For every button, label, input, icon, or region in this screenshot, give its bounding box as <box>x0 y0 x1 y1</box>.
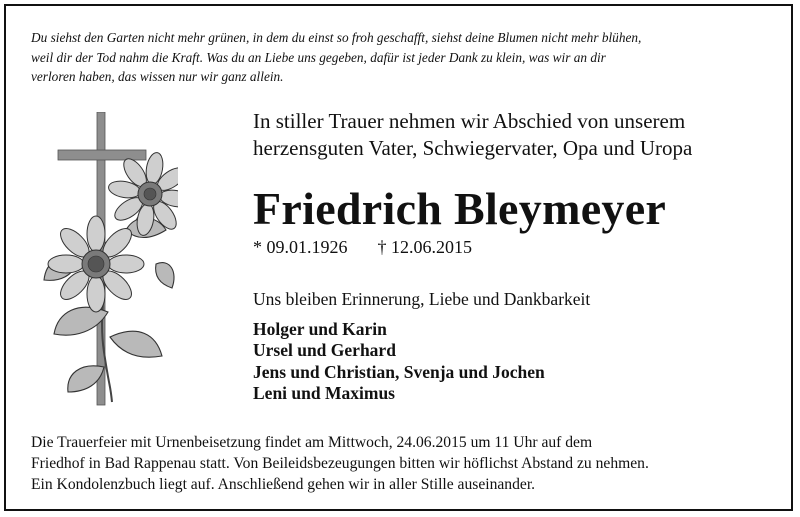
mourner: Ursel und Gerhard <box>253 340 396 361</box>
mourner: Holger und Karin <box>253 319 387 339</box>
notice-line: Die Trauerfeier mit Urnenbeisetzung findet am Mittwoch, 24.06.2015 um 11 Uhr auf dem <box>31 434 593 451</box>
poem-line: Du siehst den Garten nicht mehr grünen, in dem du einst so froh geschafft, siehst deine Blumen nicht mehr blühen, <box>31 30 642 45</box>
mourner: Leni und Maximus <box>253 382 395 403</box>
mourners-list <box>253 319 545 404</box>
poem <box>31 28 776 87</box>
cross-with-sunflowers-icon <box>38 112 178 408</box>
notice-line: Friedhof in Bad Rappenau statt. Von Beileidsbezeugungen bitten wir höflichst Abstand zu nehmen. <box>31 455 649 472</box>
notice-line: Ein Kondolenzbuch liegt auf. Anschließend gehen wir in aller Stille auseinander. <box>31 476 536 493</box>
mourner: Jens und Christian, Svenja und Jochen <box>253 361 545 382</box>
death-date: † 12.06.2015 <box>377 237 472 257</box>
memory-line: Uns bleiben Erinnerung, Liebe und Dankbarkeit <box>253 289 591 309</box>
funeral-notice <box>31 432 776 495</box>
deceased-name: Friedrich Bleymeyer <box>253 183 667 234</box>
birth-date: * 09.01.1926 <box>253 237 348 257</box>
poem-line: weil dir der Tod nahm die Kraft. Was du an Liebe uns gegeben, dafür ist jeder Dank zu klein, was wir an dir <box>31 49 606 65</box>
intro-line: In stiller Trauer nehmen wir Abschied von unserem <box>253 109 686 133</box>
intro-line: herzensguten Vater, Schwiegervater, Opa und Uropa <box>253 136 693 160</box>
farewell-intro <box>253 108 692 162</box>
poem-line: verloren haben, das wissen nur wir ganz allein. <box>31 69 284 84</box>
life-dates <box>253 236 472 258</box>
